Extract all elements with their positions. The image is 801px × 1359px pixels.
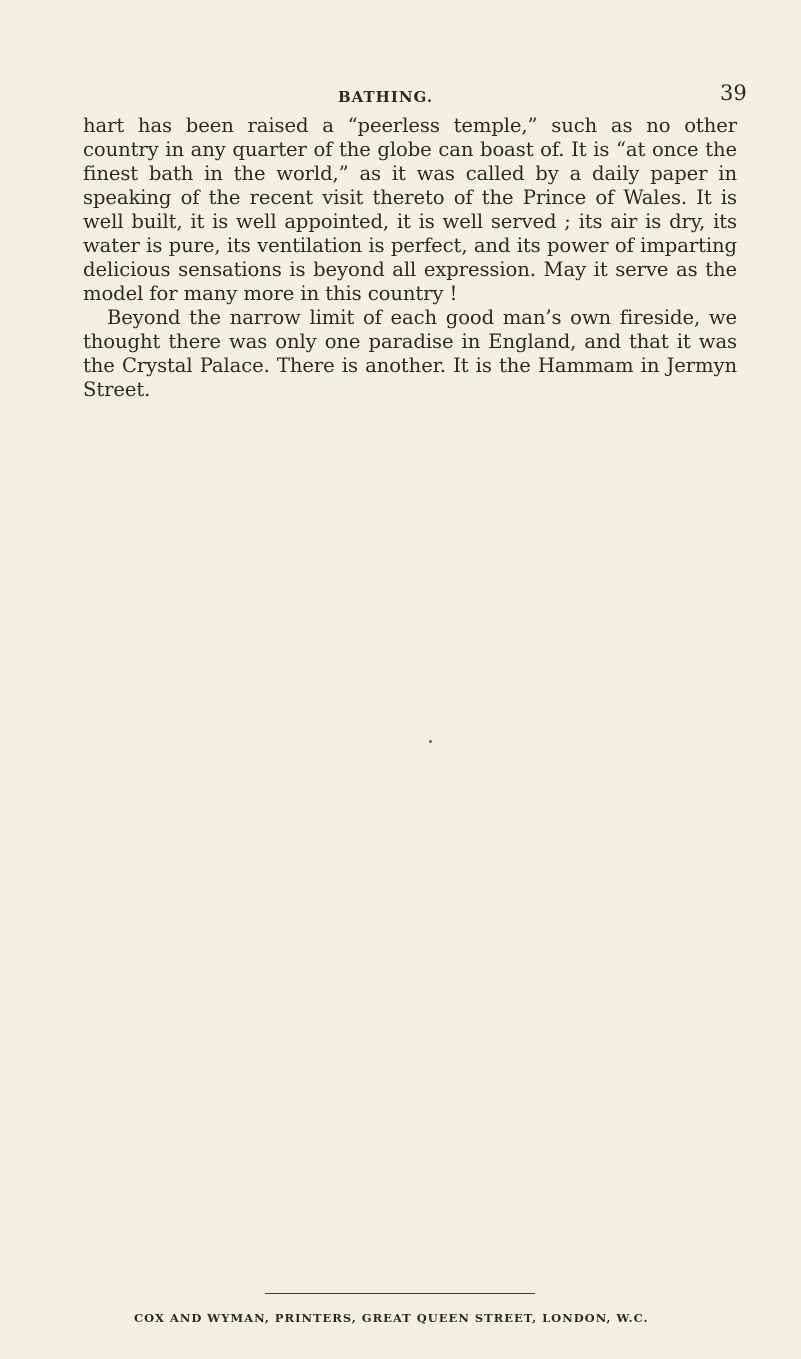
footer-rule (265, 1293, 535, 1294)
page-number: 39 (720, 81, 747, 105)
body-text (83, 114, 737, 402)
running-head: BATHING. (338, 88, 434, 106)
paragraph: Beyond the narrow limit of each good man’s own fireside, we thought there was only one paradise in England, and that it was the Crystal Palace. There is another. It is the Hammam in Jermyn Street. (83, 306, 737, 401)
printer-imprint: COX AND WYMAN, PRINTERS, GREAT QUEEN STREET, LONDON, W.C. (134, 1311, 649, 1325)
paper-speck (429, 740, 432, 743)
paragraph: hart has been raised a “peerless temple,” such as no other country in any quarter of the globe can boast of. It is “at once the finest bath in the world,” as it was called by a daily paper in speaking of the recent visit thereto of the Prince of Wales. It is well built, it is well appointed, it is well served ; its air is dry, its water is pure, its ventilation is perfect, and its power of imparting delicious sensations is beyond all expression. May it serve as the model for many more in this country ! (83, 114, 737, 305)
